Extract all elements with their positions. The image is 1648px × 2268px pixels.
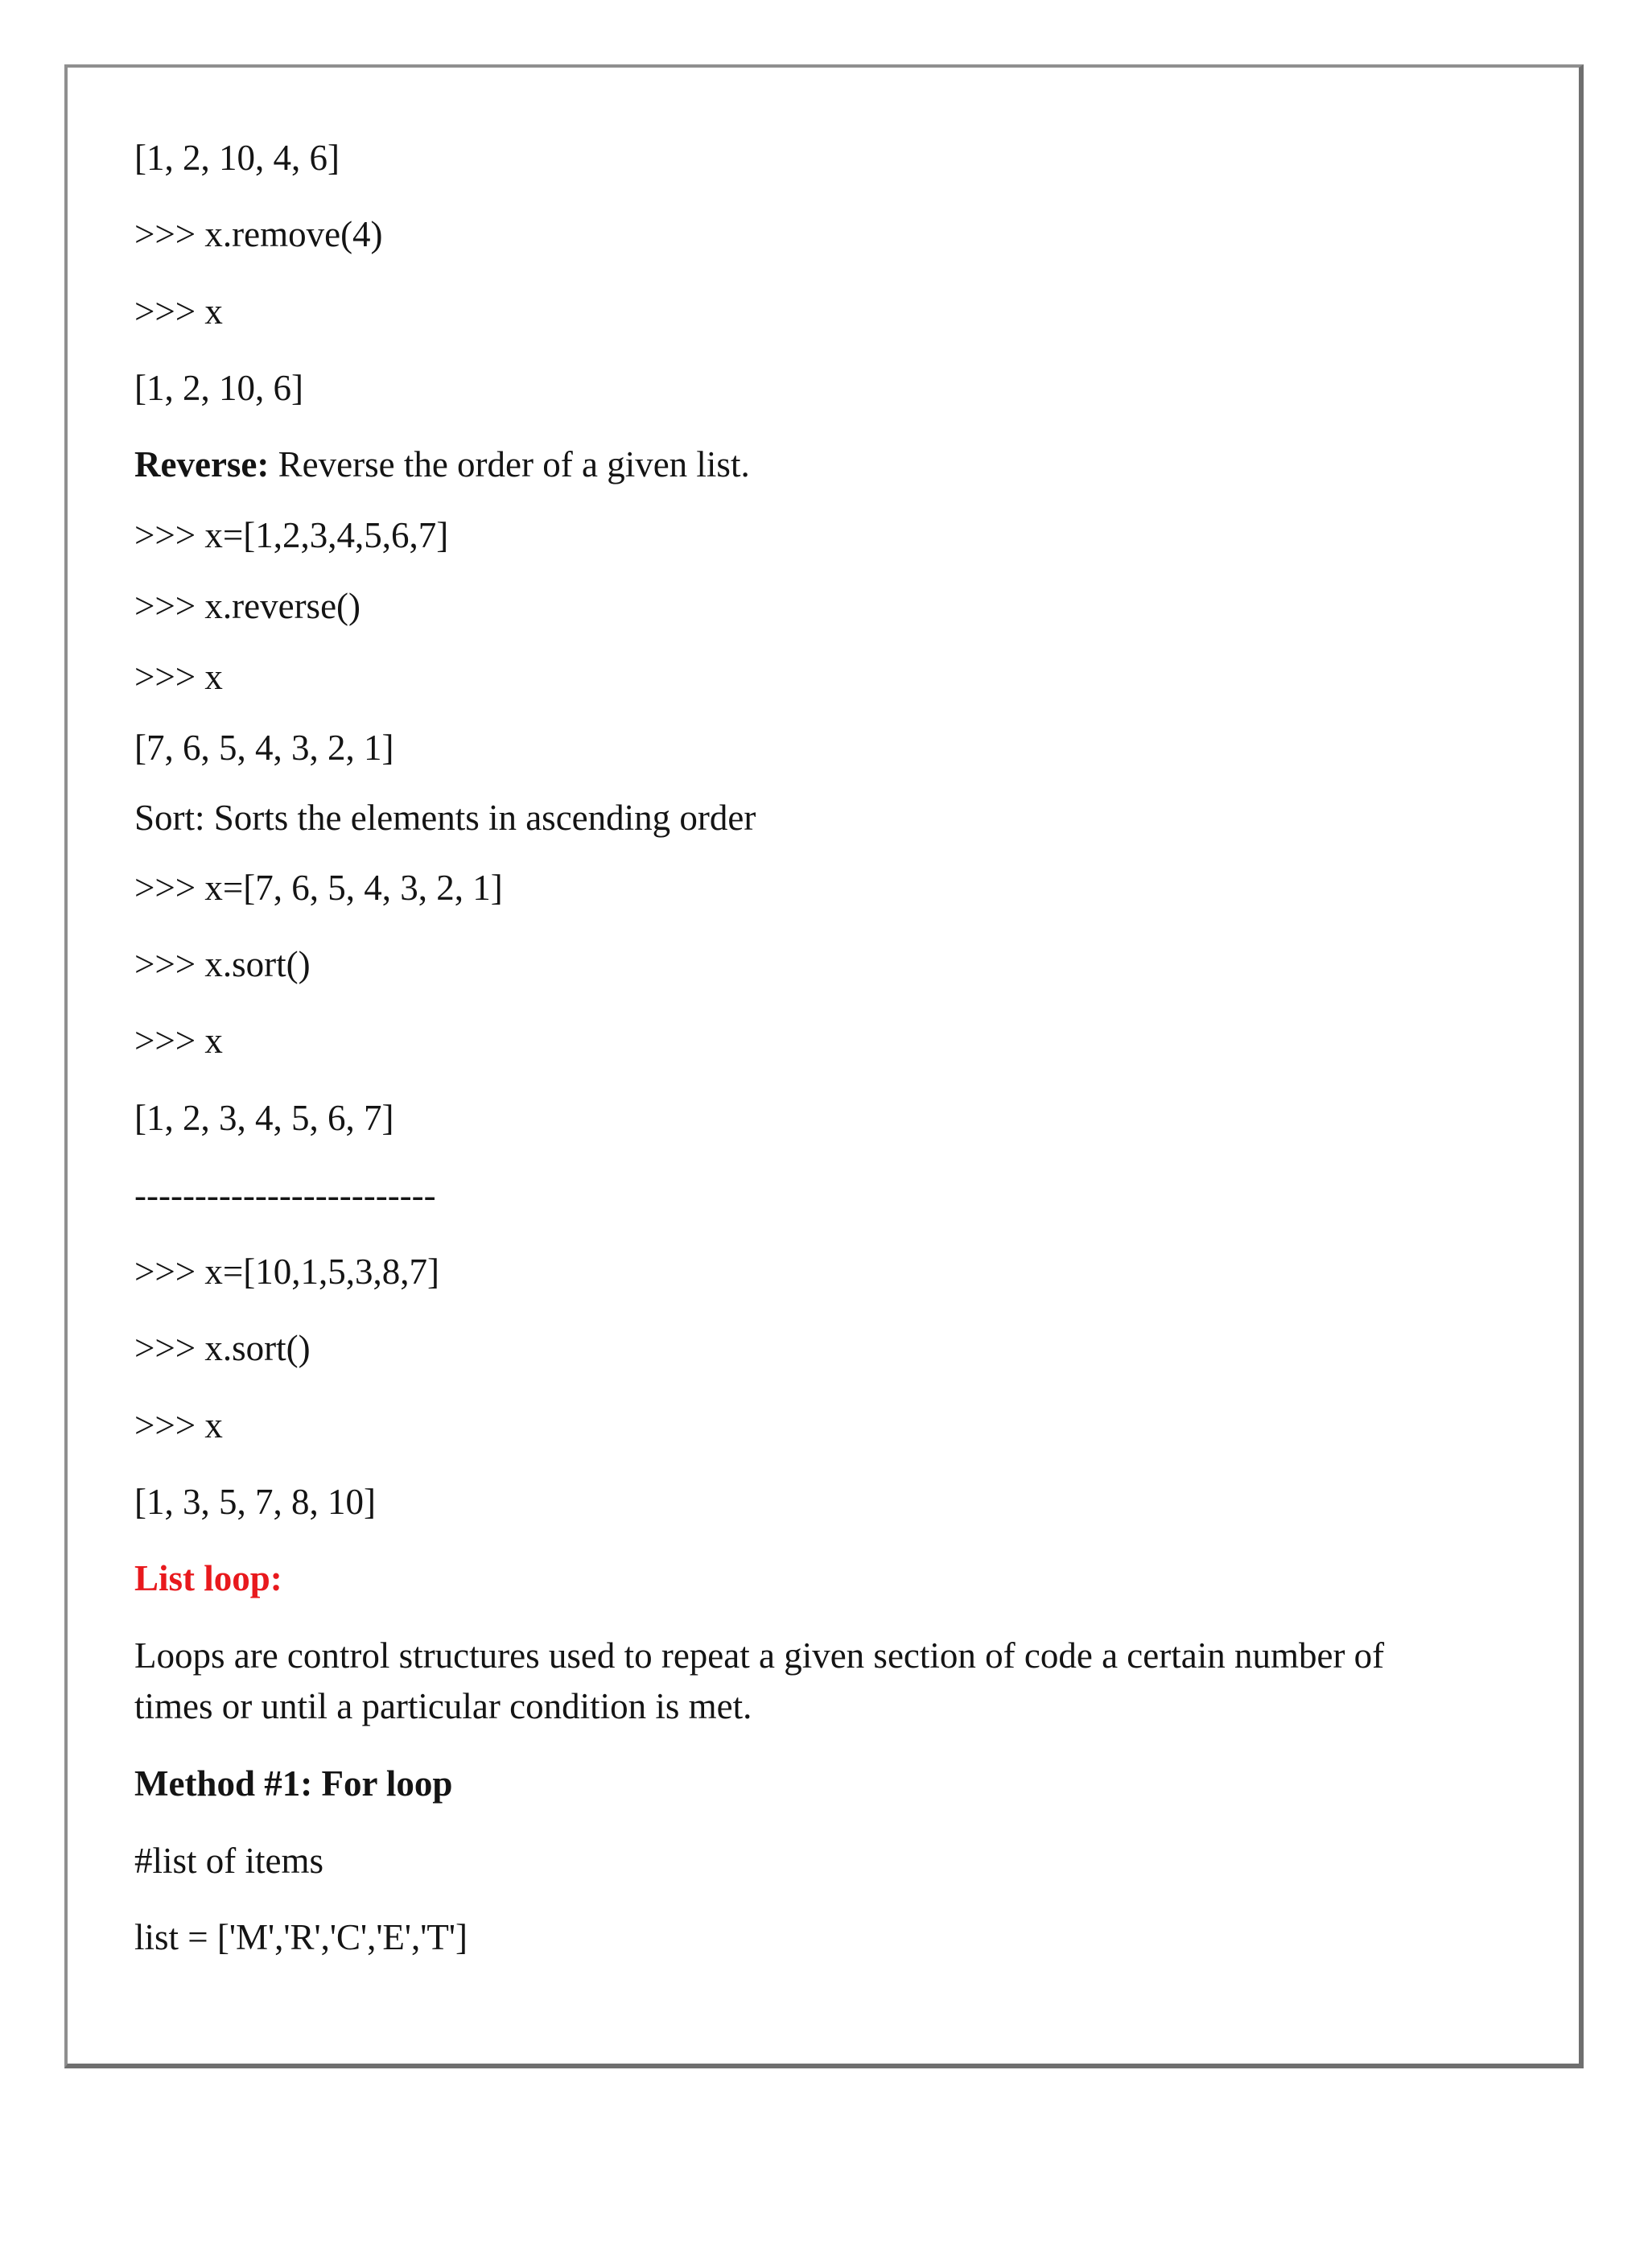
code-command-line: >>> x=[10,1,5,3,8,7] xyxy=(134,1252,439,1292)
code-comment-line: #list of items xyxy=(134,1841,323,1881)
code-command-line: >>> x.sort() xyxy=(134,1328,311,1368)
separator-line: ------------------------- xyxy=(134,1175,436,1215)
code-output-line: [7, 6, 5, 4, 3, 2, 1] xyxy=(134,728,394,768)
code-command-line: >>> x=[1,2,3,4,5,6,7] xyxy=(134,515,449,555)
method1-heading: Method #1: For loop xyxy=(134,1763,453,1804)
code-command-line: >>> x xyxy=(134,291,223,332)
loops-paragraph-line: Loops are control structures used to repeat a given section of code a certain number of xyxy=(134,1635,1385,1676)
code-command-line: >>> x.reverse() xyxy=(134,586,361,626)
sort-description: Sort: Sorts the elements in ascending order xyxy=(134,798,756,838)
code-output-line: [1, 2, 3, 4, 5, 6, 7] xyxy=(134,1098,394,1138)
code-list-line: list = ['M','R','C','E','T'] xyxy=(134,1917,468,1957)
loops-paragraph-line: times or until a particular condition is met. xyxy=(134,1686,752,1726)
code-output-line: [1, 2, 10, 4, 6] xyxy=(134,138,340,178)
code-command-line: >>> x xyxy=(134,1021,223,1061)
code-command-line: >>> x xyxy=(134,657,223,697)
code-output-line: [1, 3, 5, 7, 8, 10] xyxy=(134,1482,376,1522)
code-command-line: >>> x.sort() xyxy=(134,944,311,984)
code-command-line: >>> x.remove(4) xyxy=(134,214,383,254)
code-output-line: [1, 2, 10, 6] xyxy=(134,368,303,408)
loops-paragraph xyxy=(134,1631,1502,1732)
reverse-label: Reverse: xyxy=(134,444,270,485)
code-command-line: >>> x xyxy=(134,1405,223,1445)
list-loop-heading: List loop: xyxy=(134,1558,282,1598)
reverse-text: Reverse the order of a given list. xyxy=(269,444,750,485)
reverse-description xyxy=(134,439,750,489)
code-command-line: >>> x=[7, 6, 5, 4, 3, 2, 1] xyxy=(134,868,503,908)
